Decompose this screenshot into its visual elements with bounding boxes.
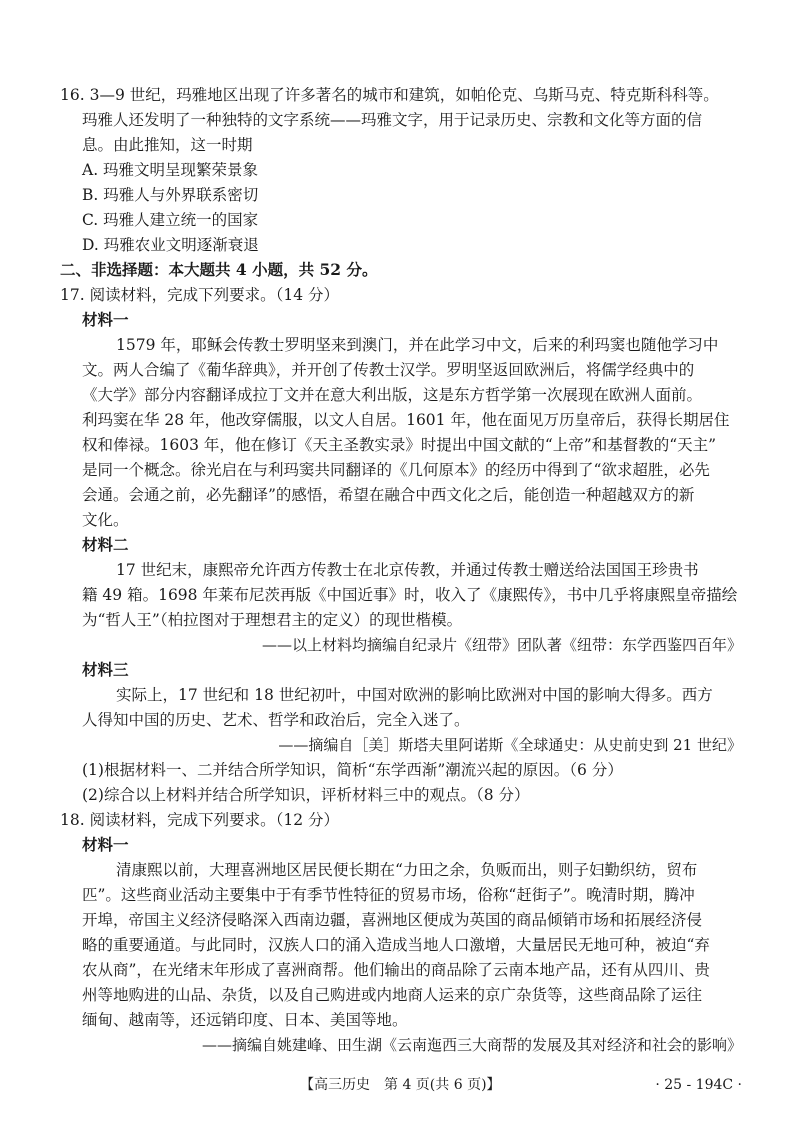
q17-material-3-line: 实际上，17 世纪和 18 世纪初叶，中国对欧洲的影响比欧洲对中国的影响大得多。西方 — [116, 686, 713, 704]
q18-material-1-label: 材料一 — [82, 835, 129, 854]
q17-material-2-line: 17 世纪末，康熙帝允许西方传教士在北京传教，并通过传教士赠送给法国国王珍贵书 — [116, 561, 699, 579]
q17-material-1-label: 材料一 — [82, 310, 129, 329]
q17-material-1-line: 文化。 — [82, 511, 129, 529]
q16-stem-line: 16. 3—9 世纪，玛雅地区出现了许多著名的城市和建筑，如帕伦克、乌斯马克、特克斯科科等。 — [60, 86, 719, 104]
q16-option-d: D. 玛雅农业文明逐渐衰退 — [82, 236, 259, 254]
q18-material-1-source: ——摘编自姚建峰、田生湖《云南迤西三大商帮的发展及其对经济和社会的影响》 — [201, 1036, 742, 1054]
q17-material-3-source: ——摘编自［美］斯塔夫里阿诺斯《全球通史：从史前史到 21 世纪》 — [278, 736, 742, 754]
q17-title: 17. 阅读材料，完成下列要求。（14 分） — [60, 286, 339, 304]
q17-requirement-1: (1)根据材料一、二并结合所学知识，简析“东学西渐”潮流兴起的原因。（6 分） — [82, 761, 623, 779]
q18-material-1-line: 略的重要通道。与此同时，汉族人口的涌入造成当地人口激增，大量居民无地可种，被迫“弃 — [82, 936, 710, 954]
q18-title: 18. 阅读材料，完成下列要求。（12 分） — [60, 811, 339, 829]
q17-material-1-line: 会通。会通之前，必先翻译”的感悟，希望在融合中西文化之后，能创造一种超越双方的新 — [82, 486, 695, 504]
q16-stem-line: 玛雅人还发明了一种独特的文字系统——玛雅文字，用于记录历史、宗教和文化等方面的信 — [82, 111, 703, 129]
q18-material-1-line: 缅甸、越南等，还远销印度、日本、美国等地。 — [82, 1011, 408, 1029]
section-heading: 二、非选择题：本大题共 4 小题，共 52 分。 — [60, 260, 378, 279]
q17-material-2-line: 为“哲人王”（柏拉图对于理想君主的定义）的现世楷模。 — [82, 611, 463, 629]
footer-code: · 25 - 194C · — [655, 1077, 742, 1093]
q18-material-1-line: 清康熙以前，大理喜洲地区居民便长期在“力田之余，负贩而出，则子妇勤织纺，贸布 — [116, 861, 698, 879]
q18-material-1-line: 农从商”，在光绪末年形成了喜洲商帮。他们输出的商品除了云南本地产品，还有从四川、贵 — [82, 961, 710, 979]
q17-material-1-line: 利玛窦在华 28 年，他改穿儒服，以文人自居。1601 年，他在面见万历皇帝后，获得长期居住 — [82, 411, 730, 429]
q18-material-1-line: 州等地购进的山品、杂货，以及自己购进或内地商人运来的京广杂货等，这些商品除了运往 — [82, 986, 703, 1004]
q17-material-2-label: 材料二 — [82, 535, 129, 554]
q16-option-c: C. 玛雅人建立统一的国家 — [82, 211, 259, 229]
q17-material-2-source: ——以上材料均摘编自纪录片《纽带》团队著《纽带：东学西鉴四百年》 — [261, 636, 742, 654]
q16-option-b: B. 玛雅人与外界联系密切 — [82, 186, 259, 204]
q18-material-1-line: 开埠，帝国主义经济侵略深入西南边疆，喜洲地区便成为英国的商品倾销市场和拓展经济侵 — [82, 911, 703, 929]
q18-material-1-line: 匹”。这些商业活动主要集中于有季节性特征的贸易市场，俗称“赶街子”。晚清时期，腾冲 — [82, 886, 695, 904]
q16-option-a: A. 玛雅文明呈现繁荣景象 — [82, 161, 259, 179]
q17-material-2-line: 籍 49 箱。1698 年莱布尼茨再版《中国近事》时，收入了《康熙传》，书中几乎将康熙皇帝描绘 — [82, 586, 738, 604]
footer-page-info: 【高三历史 第 4 页(共 6 页)】 — [300, 1077, 501, 1093]
q17-material-3-label: 材料三 — [82, 660, 129, 679]
q17-material-1-line: 文。两人合编了《葡华辞典》，并开创了传教士汉学。罗明坚返回欧洲后，将儒学经典中的 — [82, 361, 695, 379]
q17-material-1-line: 1579 年，耶稣会传教士罗明坚来到澳门，并在此学习中文，后来的利玛窦也随他学习中 — [116, 336, 719, 354]
q17-material-1-line: 权和俸禄。1603 年，他在修订《天主圣教实录》时提出中国文献的“上帝”和基督教的“天主” — [82, 436, 717, 454]
q17-material-1-line: 是同一个概念。徐光启在与利玛窦共同翻译的《几何原本》的经历中得到了“欲求超胜，必先 — [82, 461, 710, 479]
q17-material-1-line: 《大学》部分内容翻译成拉丁文并在意大利出版，这是东方哲学第一次展现在欧洲人面前。 — [82, 386, 703, 404]
q17-material-3-line: 人得知中国的历史、艺术、哲学和政治后，完全入迷了。 — [82, 711, 470, 729]
q17-requirement-2: (2)综合以上材料并结合所学知识，评析材料三中的观点。（8 分） — [82, 786, 530, 804]
q16-stem-line: 息。由此推知，这一时期 — [82, 136, 253, 154]
